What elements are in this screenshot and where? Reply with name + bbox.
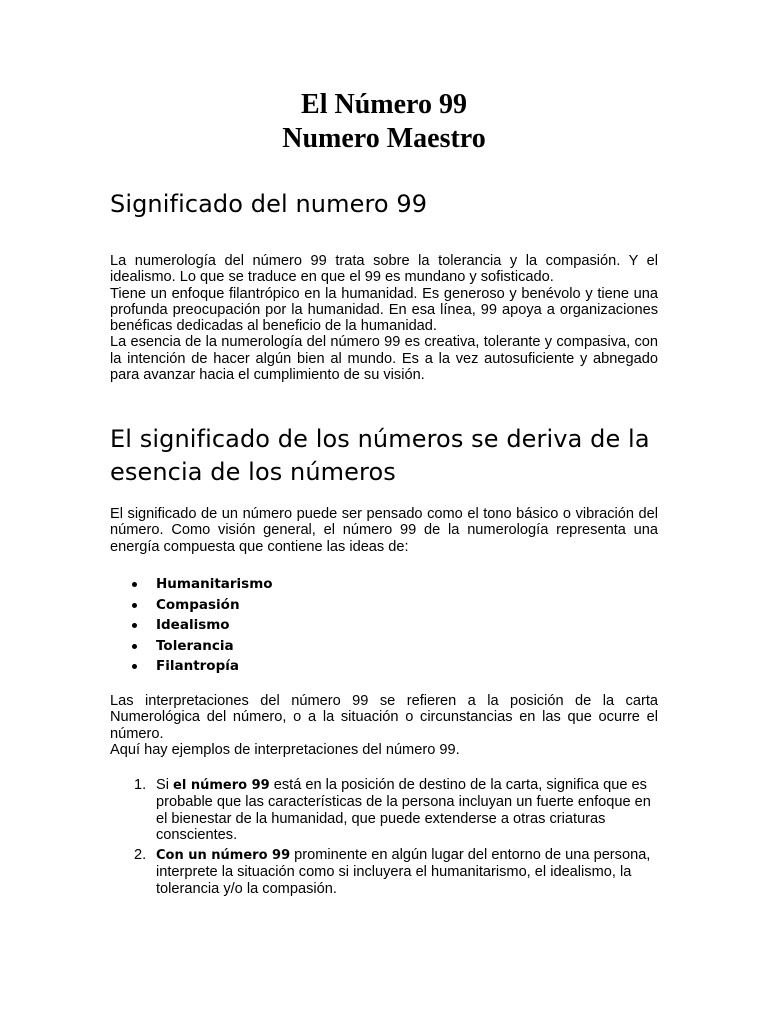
bullet-icon — [132, 623, 137, 628]
list-item: 1. Si el número 99 está en la posición de destino de la carta, significa que es probable que las características de la persona incluyan un fuerte enfoque en el bienestar de la humanidad, que puede extenderse a otras criaturas conscientes. — [134, 777, 651, 843]
ideas-bullet-list — [110, 574, 273, 677]
list-item: Compasión — [110, 595, 273, 616]
bullet-icon — [132, 664, 137, 669]
section-paragraph-interpretations: Las interpretaciones del número 99 se refieren a la posición de la carta Numerológica del número, o a la situación o circunstancias en las que ocurre el número. Aquí hay ejemplos de interpretaciones del número 99. — [110, 693, 658, 758]
bullet-icon — [132, 603, 137, 608]
bullet-icon — [132, 582, 137, 587]
section-paragraph-significado: La numerología del número 99 trata sobre la tolerancia y la compasión. Y el idealismo. Lo que se traduce en que el 99 es mundano y sofisticado. Tiene un enfoque filantrópico en la humanidad. Es generoso y benévolo y tiene una profunda preocupación por la humanidad. En esa línea, 99 apoya a organizaciones benéficas dedicadas al beneficio de la humanidad. La esencia de la numerología del número 99 es creativa, tolerante y compasiva, con la intención de hacer algún bien al mundo. Es a la vez autosuficiente y abnegado para avanzar hacia el cumplimiento de su visión. — [110, 253, 658, 384]
section-heading-esencia: El significado de los números se deriva de la esencia de los números — [110, 425, 650, 486]
document-subtitle: Numero Maestro — [282, 123, 486, 154]
section-heading-significado: Significado del numero 99 — [110, 190, 428, 218]
list-item: Idealismo — [110, 615, 273, 636]
list-item: Humanitarismo — [110, 574, 273, 595]
list-item: Filantropía — [110, 656, 273, 677]
section-paragraph-intro: El significado de un número puede ser pensado como el tono básico o vibración del número. Como visión general, el número 99 de la numerología representa una energía compuesta que contiene las ideas de: — [110, 506, 658, 555]
document-title: El Número 99 — [301, 89, 467, 120]
list-item: Tolerancia — [110, 636, 273, 657]
examples-numbered-list — [110, 777, 658, 901]
emphasis-text: el número 99 — [173, 778, 270, 793]
bullet-icon — [132, 644, 137, 649]
list-item: 2. Con un número 99 prominente en algún lugar del entorno de una persona, interprete la situación como si incluyera el humanitarismo, el idealismo, la tolerancia y/o la compasión. — [134, 847, 651, 897]
emphasis-text: Con un número 99 — [156, 848, 291, 864]
list-number: 1. — [134, 777, 147, 793]
list-number: 2. — [134, 847, 147, 864]
